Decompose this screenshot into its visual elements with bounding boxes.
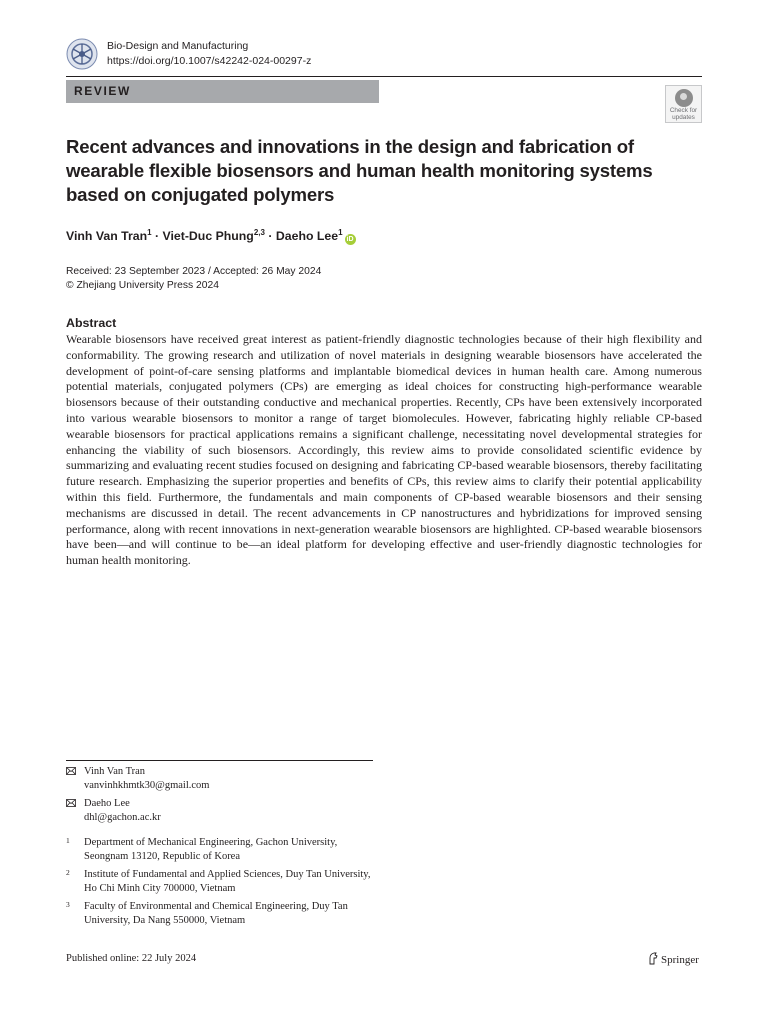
affiliation-text: Department of Mechanical Engineering, Gachon University, Seongnam 13120, Republic of Korea xyxy=(84,837,338,862)
contact-name: Daeho Lee xyxy=(84,798,130,809)
published-date: Published online: 22 July 2024 xyxy=(66,953,197,964)
envelope-icon xyxy=(66,767,76,775)
springer-horse-icon xyxy=(648,952,659,965)
check-updates-icon xyxy=(675,89,693,107)
contact-email[interactable]: dhl@gachon.ac.kr xyxy=(84,811,161,823)
header-divider xyxy=(66,76,702,77)
doi-link[interactable]: https://doi.org/10.1007/s42242-024-00297-z xyxy=(107,55,312,67)
author-list xyxy=(66,228,356,245)
author-separator: · xyxy=(264,229,276,244)
affiliation-text: Institute of Fundamental and Applied Sciences, Duy Tan University, Ho Chi Minh City 700000, Vietnam xyxy=(84,869,371,894)
publisher-name: Springer xyxy=(661,954,699,966)
article-dates: Received: 23 September 2023 / Accepted: 26 May 2024 xyxy=(66,266,322,277)
check-updates-text: Check for updates xyxy=(669,107,698,121)
affiliation-number: 1 xyxy=(66,836,70,845)
orcid-icon[interactable]: iD xyxy=(346,236,354,244)
article-type-label: REVIEW xyxy=(74,84,131,98)
article-title: Recent advances and innovations in the design and fabrication of wearable flexible biosensors and human health monitoring systems based on conjugated polymers xyxy=(66,136,653,205)
abstract-text: Wearable biosensors have received great interest as patient-friendly diagnostic technologies because of their high flexibility and conformability. The growing research and utilization of novel materials in designing wearable biosensors have accelerated the development of point-of-care sensing platforms and implantable biomedical devices in human health care. Among numerous potential materials, conjugated polymers (CPs) are emerging as ideal choices for constructing high-performance wearable biosensors because of their outstanding conductive and mechanical properties. Recently, CPs have been extensively incorporated into various wearable biosensors to monitor a range of target biomolecules. However, fabricating highly reliable CP-based wearable biosensors for practical applications remains a significant challenge, necessitating novel developmental strategies for enhancing the viability of such biosensors. Accordingly, this review aims to provide consolidated scientific evidence by summarizing and evaluating recent studies focused on designing and fabricating CP-based wearable biosensors, thereby facilitating future research. Emphasizing the superior properties and benefits of CPs, this review aims to clarify their potential applicability within this field. Furthermore, the fundamentals and main components of CP-based wearable biosensors and their sensing mechanisms are discussed in detail. The recent advancements in CP nanostructures and hybridizations for improved sensing performance, along with recent innovations in next-generation wearable biosensors are highlighted. CP-based wearable biosensors have been—and will continue to be—an ideal platform for developing effective and user-friendly diagnostic technologies for human health monitoring. xyxy=(66,332,702,568)
abstract-heading: Abstract xyxy=(66,316,117,330)
journal-name: Bio-Design and Manufacturing xyxy=(107,40,249,52)
corresponding-author xyxy=(66,797,366,825)
author-name[interactable]: Viet-Duc Phung xyxy=(162,229,254,244)
author-affiliation-mark: 2,3 xyxy=(253,228,265,237)
publisher-logo xyxy=(648,952,699,966)
author-separator: · xyxy=(151,229,163,244)
affiliation-number: 3 xyxy=(66,900,70,909)
article-type-band xyxy=(66,80,379,103)
author-name[interactable]: Daeho Lee xyxy=(275,229,339,244)
author-affiliation-mark: 1 xyxy=(147,228,152,237)
affiliation-number: 2 xyxy=(66,868,70,877)
corresponding-author xyxy=(66,765,366,793)
footnote-divider xyxy=(66,760,373,761)
contact-name: Vinh Van Tran xyxy=(84,766,146,777)
envelope-icon xyxy=(66,799,76,807)
affiliation-text: Faculty of Environmental and Chemical Engineering, Duy Tan University, Da Nang 550000, Vietnam xyxy=(84,901,348,926)
check-for-updates-badge[interactable] xyxy=(665,85,702,123)
author-name[interactable]: Vinh Van Tran xyxy=(66,229,148,244)
contact-email[interactable]: vanvinhkhmtk30@gmail.com xyxy=(84,779,210,791)
copyright-notice: © Zhejiang University Press 2024 xyxy=(66,280,219,291)
author-affiliation-mark: 1 xyxy=(338,228,343,237)
journal-logo-icon xyxy=(66,38,98,70)
